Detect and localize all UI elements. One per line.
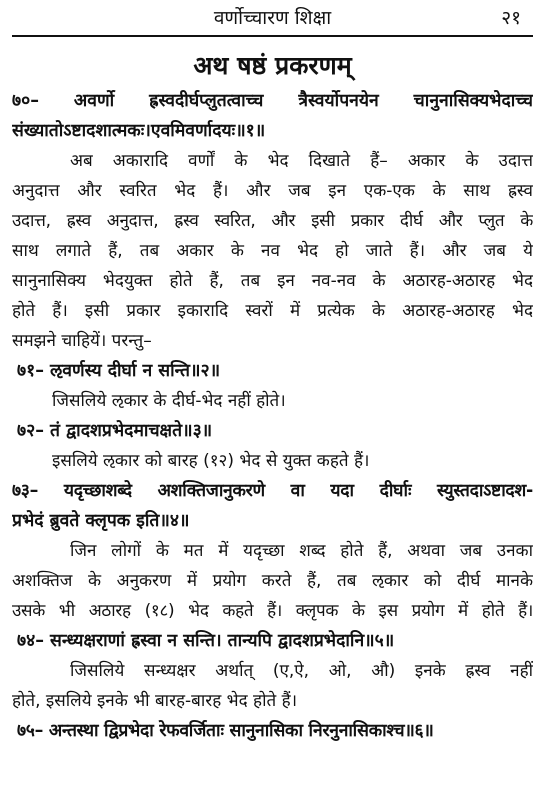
sutra-71: ७१– ऌवर्णस्य दीर्घा न सन्ति॥२॥	[17, 361, 221, 381]
commentary-line: अनुदात्त और स्वरित भेद हैं। और जब इन एक-एक के साथ ह्रस्व	[12, 181, 533, 201]
page-header	[0, 0, 545, 36]
commentary-line: उदात्त, ह्रस्व अनुदात्त, ह्रस्व स्वरित, और इसी प्रकार दीर्घ और प्लुत के	[12, 211, 533, 231]
sutra-74: ७४– सन्ध्यक्षराणां ह्रस्वा न सन्ति। तान्यपि द्वादशप्रभेदानि॥५॥	[17, 631, 395, 651]
commentary-line: इसलिये ऌकार को बारह (१२) भेद से युक्त कहते हैं।	[52, 451, 370, 471]
commentary-line: जिन लोगों के मत में यदृच्छा शब्द होते हैं, अथवा जब उनका	[70, 541, 533, 561]
sutra-70-line-2: संख्यातोऽष्टादशात्मकः।एवमिवर्णादयः॥१॥	[12, 121, 266, 141]
commentary-line: जिसलिये ऌकार के दीर्घ-भेद नहीं होते।	[52, 391, 286, 411]
commentary-line: उसके भी अठारह (१८) भेद कहते हैं। क्लृपक के इस प्रयोग में होते हैं।	[12, 601, 533, 621]
commentary-line: सानुनासिक्य भेदयुक्त होते हैं, तब इन नव-नव के अठारह-अठारह भेद	[12, 271, 533, 291]
sutra-72: ७२– तं द्वादशप्रभेदमाचक्षते॥३॥	[17, 421, 213, 441]
header-rule	[12, 35, 533, 37]
sutra-73-line-1: ७३– यदृच्छाशब्दे अशक्तिजानुकरणे वा यदा दीर्घाः स्युस्तदाऽष्टादश-	[12, 481, 533, 501]
commentary-line: अब अकारादि वर्णों के भेद दिखाते हैं– अकार के उदात्त	[70, 151, 533, 171]
sutra-70-line-1: ७०– अवर्णो ह्रस्वदीर्घप्लुतत्वाच्च त्रैस्वर्योपनयेन चानुनासिक्यभेदाच्च	[12, 91, 533, 111]
chapter-title: अथ षष्ठं प्रकरणम्	[193, 51, 352, 80]
commentary-line: होते हैं। इसी प्रकार इकारादि स्वरों में प्रत्येक के अठारह-अठारह भेद	[12, 301, 533, 321]
sutra-73-line-2: प्रभेदं ब्रुवते क्लृपक इति॥४॥	[12, 511, 190, 531]
commentary-line: समझने चाहियें। परन्तु–	[12, 331, 152, 351]
commentary-line: अशक्तिज के अनुकरण में प्रयोग करते हैं, तब ऌकार को दीर्घ मानके	[12, 571, 533, 591]
commentary-line: होते, इसलिये इनके भी बारह-बारह भेद होते हैं।	[12, 691, 298, 711]
running-title: वर्णोच्चारण शिक्षा	[213, 7, 332, 29]
sutra-75: ७५– अन्तस्था द्विप्रभेदा रेफवर्जिताः सानुनासिका निरनुनासिकाश्च॥६॥	[17, 721, 434, 741]
page-body	[12, 86, 533, 746]
commentary-line: जिसलिये सन्ध्यक्षर अर्थात् (ए,ऐ, ओ, औ) इनके ह्रस्व नहीं	[70, 661, 533, 681]
page-number: २१	[501, 7, 521, 29]
commentary-line: साथ लगाते हैं, तब अकार के नव भेद हो जाते हैं। और जब ये	[12, 241, 533, 261]
